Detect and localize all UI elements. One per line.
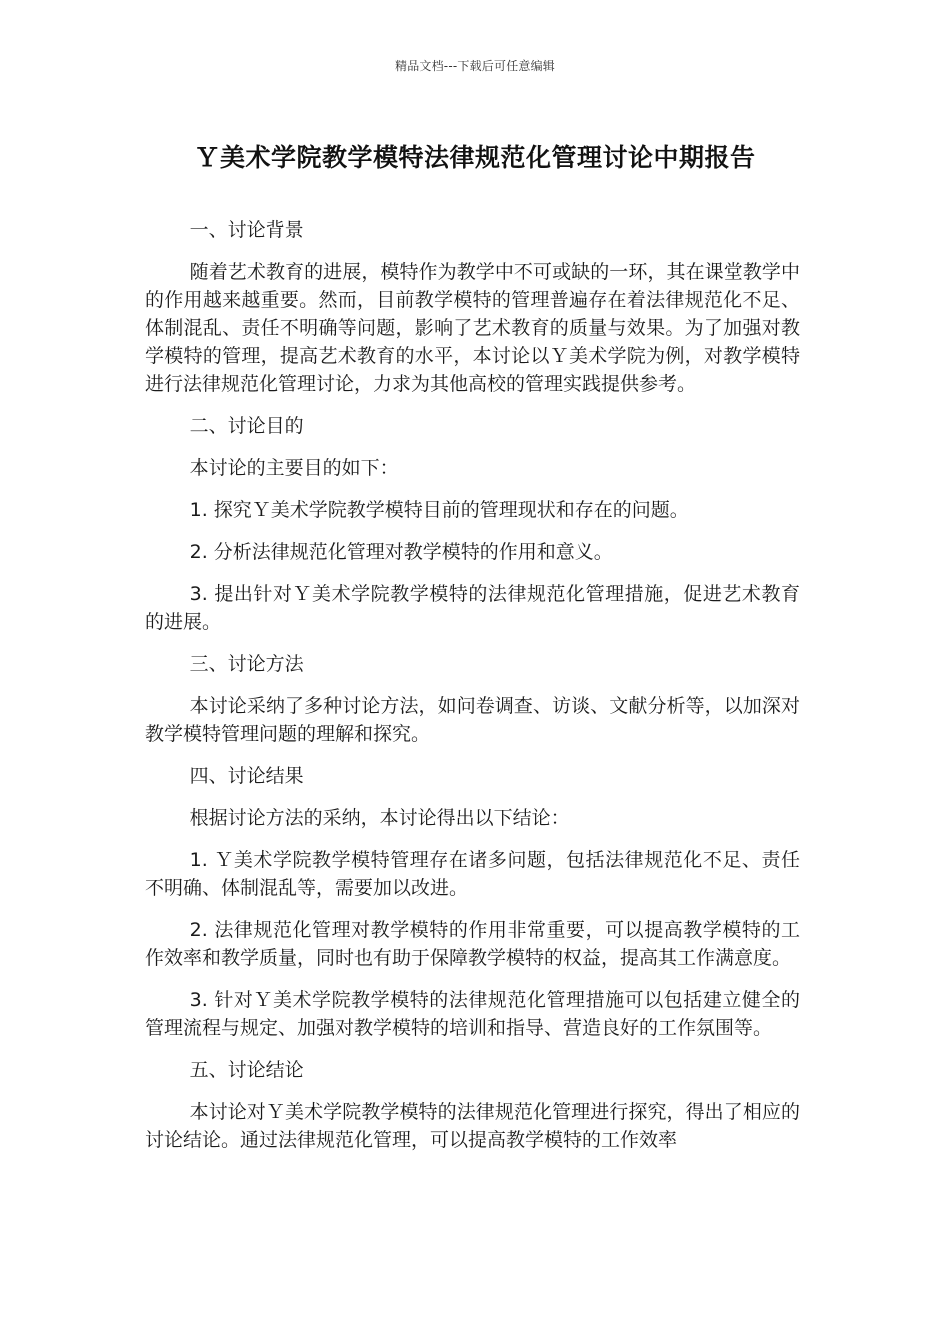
- section-heading: 三、讨论方法: [189, 653, 304, 675]
- section-heading: 一、讨论背景: [189, 219, 304, 241]
- list-item: 1. 探究Ｙ美术学院教学模特目前的管理现状和存在的问题。: [189, 499, 689, 521]
- header-note: 精品文档---下载后可任意编辑: [395, 59, 555, 73]
- document-title: Ｙ美术学院教学模特法律规范化管理讨论中期报告: [194, 143, 756, 172]
- body-paragraph: 本讨论的主要目的如下：: [189, 457, 399, 479]
- list-item: 1. Ｙ美术学院教学模特管理存在诸多问题，包括法律规范化不足、责任不明确、体制混乱等，需要加以改进。: [145, 849, 800, 899]
- body-paragraph: 本讨论对Ｙ美术学院教学模特的法律规范化管理进行探究，得出了相应的讨论结论。通过法律规范化管理，可以提高教学模特的工作效率: [145, 1101, 800, 1151]
- section-heading: 四、讨论结果: [189, 765, 304, 787]
- section-heading: 五、讨论结论: [189, 1059, 304, 1081]
- list-item: 3. 针对Ｙ美术学院教学模特的法律规范化管理措施可以包括建立健全的管理流程与规定、加强对教学模特的培训和指导、营造良好的工作氛围等。: [145, 989, 800, 1039]
- body-paragraph: 根据讨论方法的采纳，本讨论得出以下结论：: [189, 807, 570, 829]
- document-body: [145, 216, 800, 1168]
- list-item: 3. 提出针对Ｙ美术学院教学模特的法律规范化管理措施，促进艺术教育的进展。: [145, 583, 800, 633]
- body-paragraph: 随着艺术教育的进展，模特作为教学中不可或缺的一环，其在课堂教学中的作用越来越重要。然而，目前教学模特的管理普遍存在着法律规范化不足、体制混乱、责任不明确等问题，影响了艺术教育的质量与效果。为了加强对教学模特的管理，提高艺术教育的水平，本讨论以Ｙ美术学院为例，对教学模特进行法律规范化管理讨论，力求为其他高校的管理实践提供参考。: [145, 261, 800, 395]
- section-heading: 二、讨论目的: [189, 415, 304, 437]
- list-item: 2. 分析法律规范化管理对教学模特的作用和意义。: [189, 541, 613, 563]
- body-paragraph: 本讨论采纳了多种讨论方法，如问卷调查、访谈、文献分析等，以加深对教学模特管理问题的理解和探究。: [145, 695, 800, 745]
- list-item: 2. 法律规范化管理对教学模特的作用非常重要，可以提高教学模特的工作效率和教学质量，同时也有助于保障教学模特的权益，提高其工作满意度。: [145, 919, 800, 969]
